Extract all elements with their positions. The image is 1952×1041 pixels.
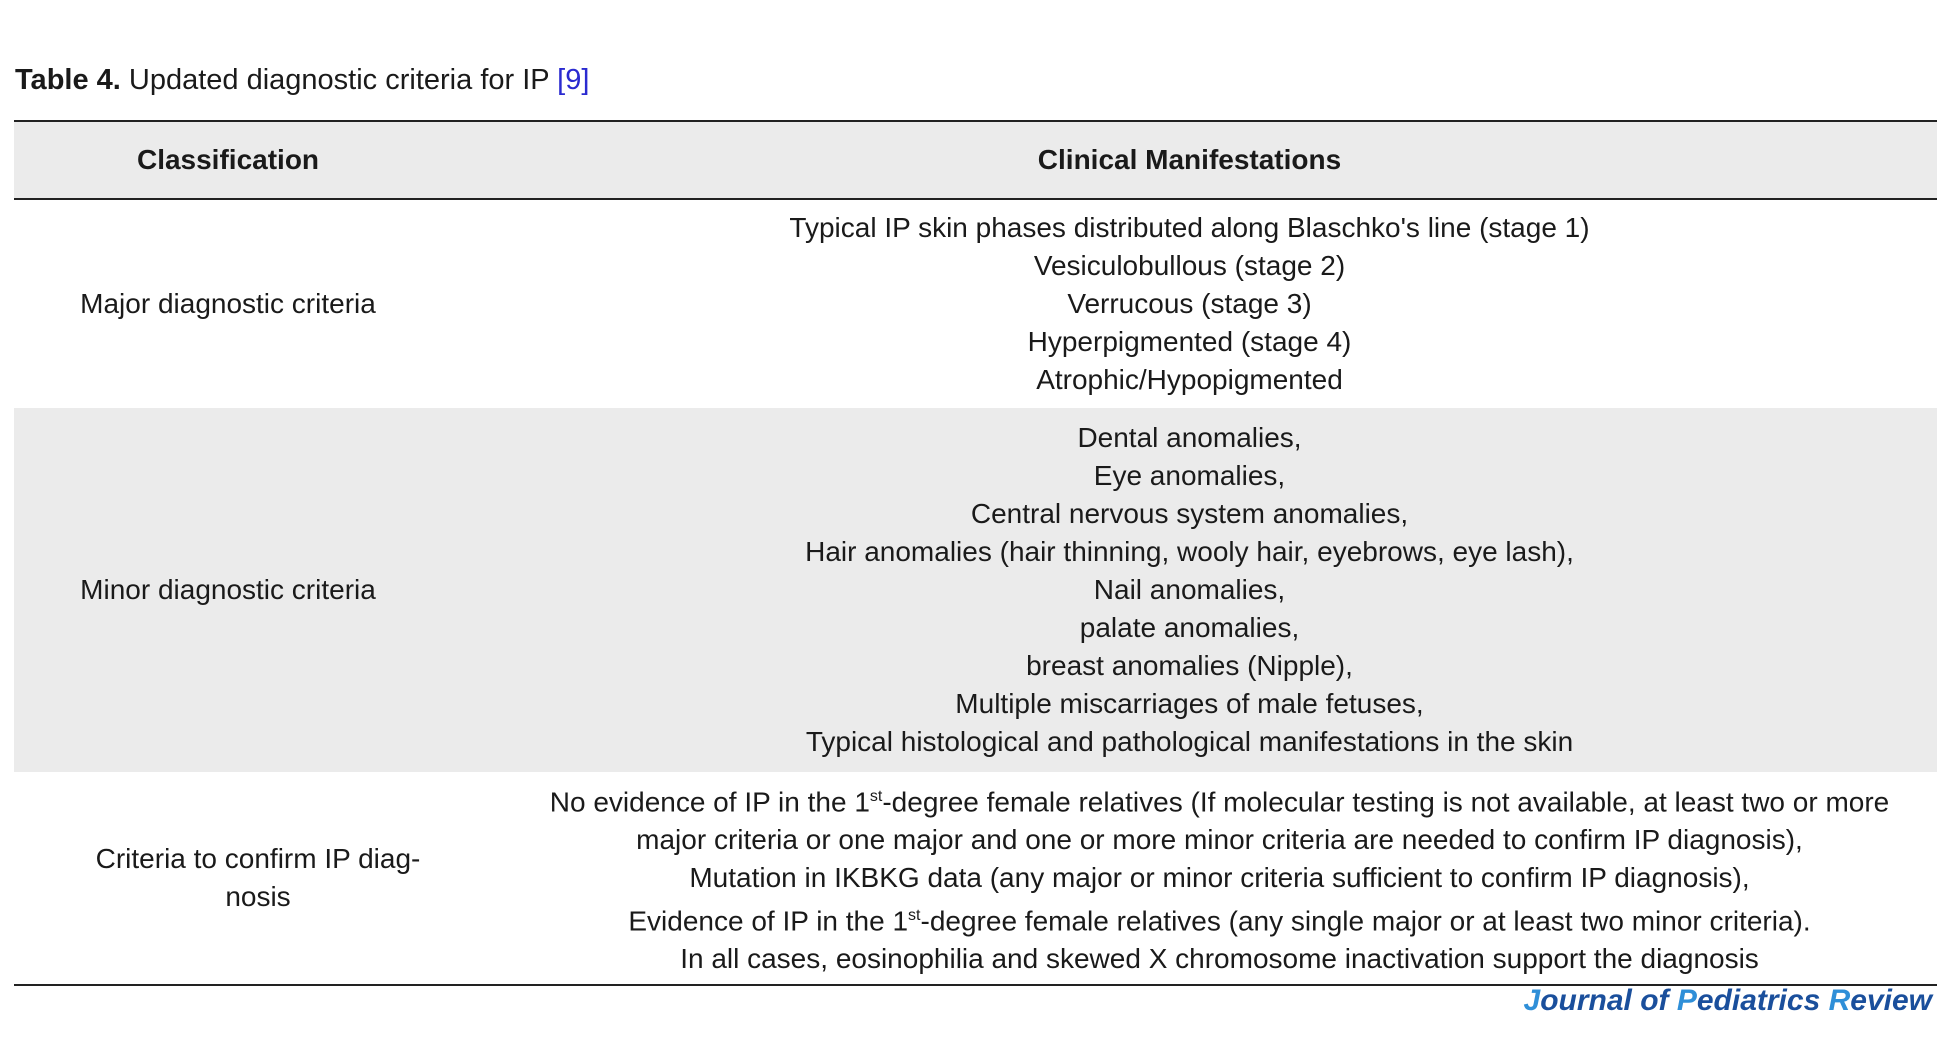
manifestation-line: palate anomalies,	[1079, 612, 1300, 643]
manifestation-line: Nail anomalies,	[1093, 574, 1286, 605]
cell-manifestations-minor	[442, 419, 1937, 761]
manifestation-line: Typical histological and pathological manifestations in the skin	[805, 726, 1574, 757]
manifestation-line: major criteria or one major and one or more minor criteria are needed to confirm IP diagnosis),	[636, 824, 1803, 855]
superscript: st	[908, 907, 921, 924]
caption-text: Updated diagnostic criteria for IP	[120, 64, 558, 96]
manifestation-line: Vesiculobullous (stage 2)	[1033, 250, 1346, 281]
cell-classification-major: Major diagnostic criteria	[80, 288, 376, 319]
cell-manifestations-confirm	[502, 778, 1937, 979]
cell-classification-minor: Minor diagnostic criteria	[80, 574, 376, 605]
classification-line: Criteria to confirm IP diag-	[95, 843, 421, 874]
line-text: Evidence of IP in the 1	[628, 905, 909, 937]
manifestation-line: Hyperpigmented (stage 4)	[1027, 326, 1352, 357]
journal-logo-initial: P	[1676, 984, 1697, 1017]
manifestation-line: Atrophic/Hypopigmented	[1036, 364, 1343, 395]
cell-manifestations-major	[442, 209, 1937, 399]
line-text: No evidence of IP in the 1	[549, 786, 870, 817]
manifestation-line: Mutation in IKBKG data (any major or minor criteria sufficient to confirm IP diagnosis),	[689, 862, 1750, 893]
table-caption	[15, 58, 589, 102]
manifestation-line: Verrucous (stage 3)	[1067, 288, 1312, 319]
manifestation-line	[502, 897, 1937, 940]
superscript: st	[869, 787, 883, 805]
journal-logo-initial: R	[1828, 984, 1851, 1017]
line-text: -degree female relatives (If molecular testing is not available, at least two or more	[882, 786, 1890, 817]
manifestation-line: breast anomalies (Nipple),	[1026, 650, 1353, 681]
journal-logo-text: ediatrics	[1696, 984, 1829, 1017]
line-text: -degree female relatives (any single major or at least two minor criteria).	[920, 905, 1811, 937]
manifestation-line: Multiple miscarriages of male fetuses,	[955, 688, 1424, 719]
journal-logo	[1524, 984, 1933, 1018]
table-row-major	[14, 200, 1937, 408]
manifestation-line: Hair anomalies (hair thinning, wooly hair, eyebrows, eye lash),	[805, 536, 1574, 567]
manifestation-line	[502, 778, 1937, 821]
table-row-confirm	[14, 772, 1937, 984]
journal-logo-text: ournal of	[1540, 984, 1677, 1017]
manifestation-line: Typical IP skin phases distributed along Blaschko's line (stage 1)	[789, 212, 1590, 243]
cell-classification-confirm	[14, 840, 502, 916]
caption-reference-link[interactable]: [9]	[557, 64, 590, 96]
manifestation-line: Central nervous system anomalies,	[970, 498, 1409, 529]
table-header-row	[14, 122, 1937, 200]
manifestation-line: Dental anomalies,	[1077, 422, 1302, 453]
journal-logo-initial: J	[1523, 984, 1541, 1017]
journal-logo-text: eview	[1850, 984, 1932, 1017]
classification-line: nosis	[225, 881, 291, 912]
manifestation-line: In all cases, eosinophilia and skewed X chromosome inactivation support the diagnosis	[680, 943, 1759, 975]
header-classification: Classification	[136, 144, 320, 175]
table-row-minor	[14, 408, 1937, 772]
criteria-table	[14, 120, 1937, 986]
manifestation-line: Eye anomalies,	[1093, 460, 1286, 491]
header-manifestations: Clinical Manifestations	[1037, 144, 1342, 175]
caption-label: Table 4.	[15, 64, 121, 96]
